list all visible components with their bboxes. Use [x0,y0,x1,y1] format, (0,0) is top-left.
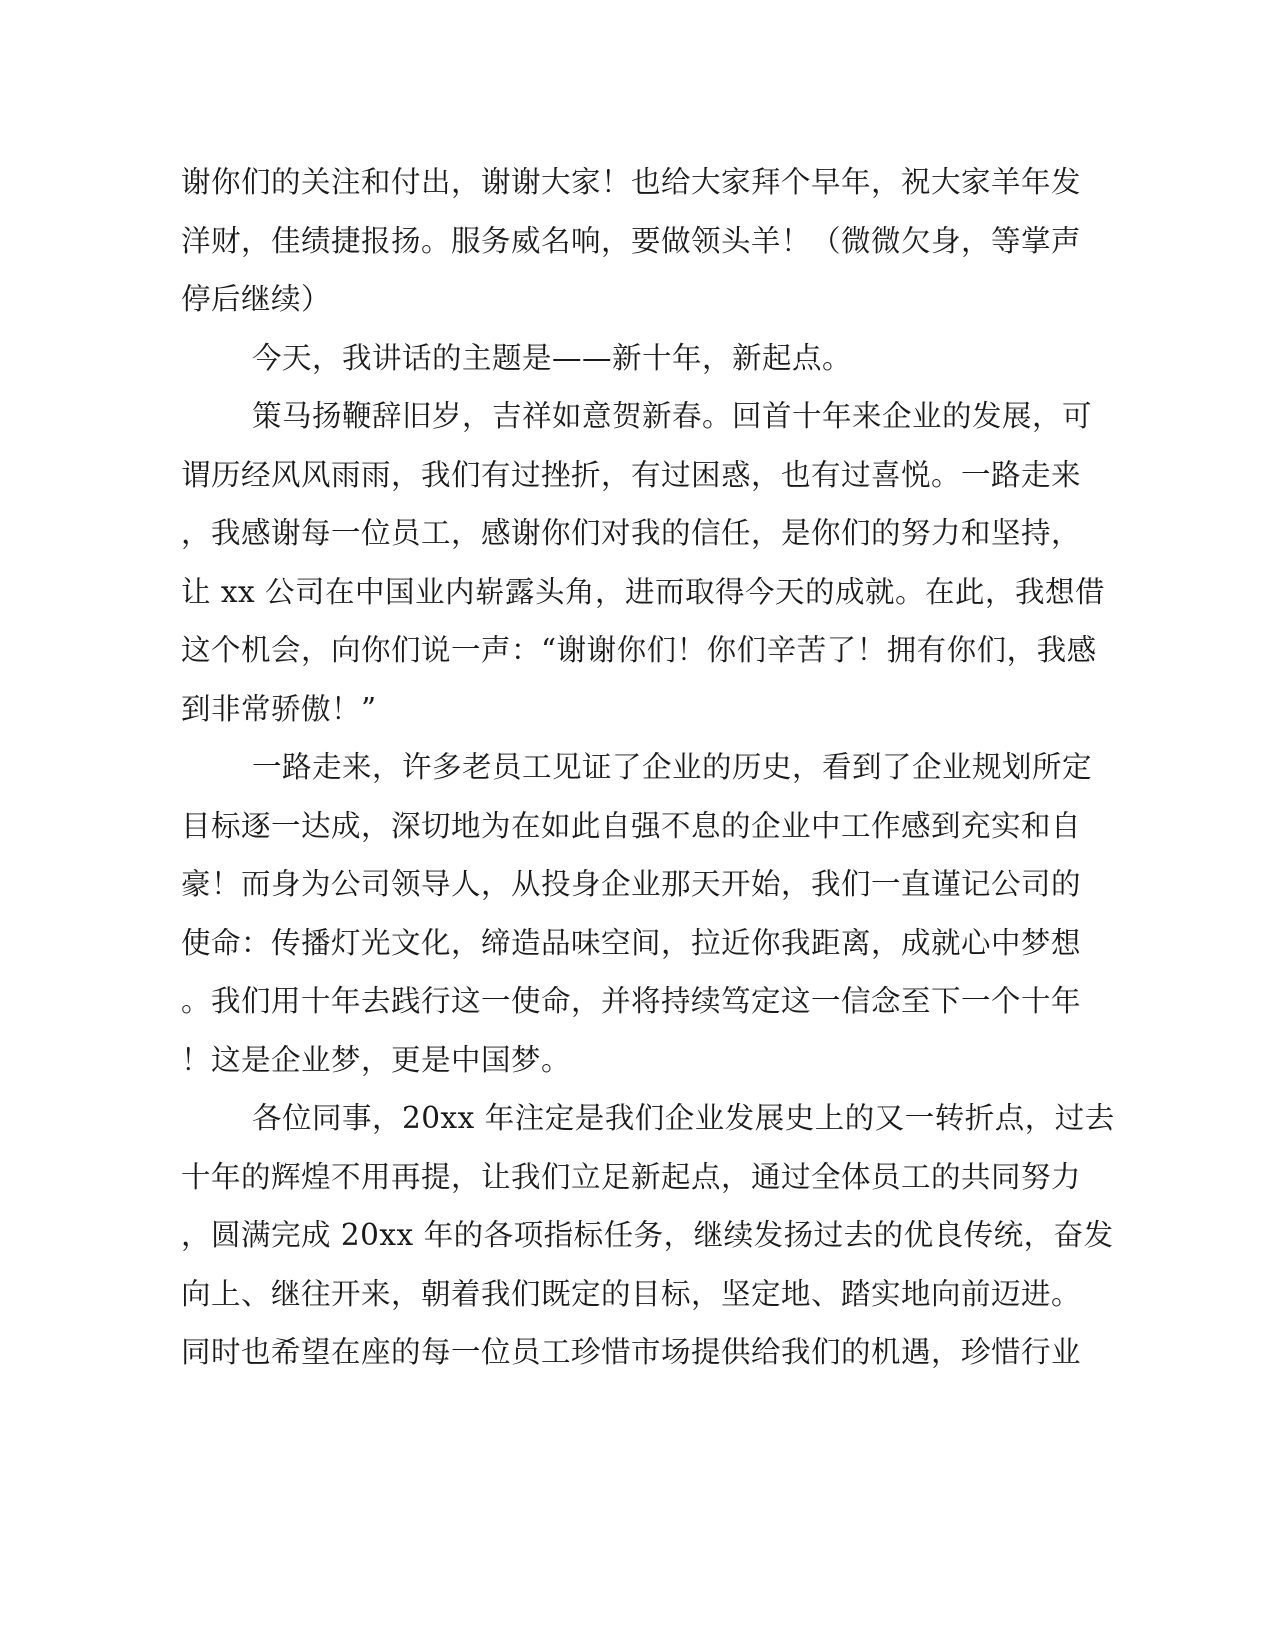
text-line: 目标逐一达成，深切地为在如此自强不息的企业中工作感到充实和自 [181,809,1082,843]
text-line: 策马扬鞭辞旧岁，吉祥如意贺新春。回首十年来企业的发展，可 [252,399,1093,433]
text-line: 洋财，佳绩捷报扬。服务威名响，要做领头羊！（微微欠身，等掌声 [181,224,1082,258]
text-line: 这个机会，向你们说一声：“谢谢你们！你们辛苦了！拥有你们，我感 [181,633,1097,667]
text-line: ！这是企业梦，更是中国梦。 [181,1043,572,1077]
text-line: 使命：传播灯光文化，缔造品味空间，拉近你我距离，成就心中梦想 [181,926,1082,960]
text-line: 让 xx 公司在中国业内崭露头角，进而取得今天的成就。在此，我想借 [181,575,1106,609]
text-line: ，我感谢每一位员工，感谢你们对我的信任，是你们的努力和坚持， [181,516,1082,550]
text-line: 谓历经风风雨雨，我们有过挫折，有过困惑，也有过喜悦。一路走来 [181,458,1082,492]
text-line: 到非常骄傲！” [181,692,377,726]
text-line: 停后继续） [181,282,332,316]
text-line: ，圆满完成 20xx 年的各项指标任务，继续发扬过去的优良传统，奋发 [181,1218,1114,1252]
text-line: 向上、继往开来，朝着我们既定的目标，坚定地、踏实地向前迈进。 [181,1277,1082,1311]
text-line: 谢你们的关注和付出，谢谢大家！也给大家拜个早年，祝大家羊年发 [181,165,1082,199]
text-line: 豪！而身为公司领导人，从投身企业那天开始，我们一直谨记公司的 [181,867,1082,901]
text-line: 一路走来，许多老员工见证了企业的历史，看到了企业规划所定 [252,750,1093,784]
text-line: 今天，我讲话的主题是——新十年，新起点。 [252,341,853,375]
text-line: 同时也希望在座的每一位员工珍惜市场提供给我们的机遇，珍惜行业 [181,1335,1082,1369]
text-line: 十年的辉煌不用再提，让我们立足新起点，通过全体员工的共同努力 [181,1160,1082,1194]
text-line: 。我们用十年去践行这一使命，并将持续笃定这一信念至下一个十年 [181,984,1082,1018]
text-line: 各位同事，20xx 年注定是我们企业发展史上的又一转折点，过去 [252,1101,1115,1135]
